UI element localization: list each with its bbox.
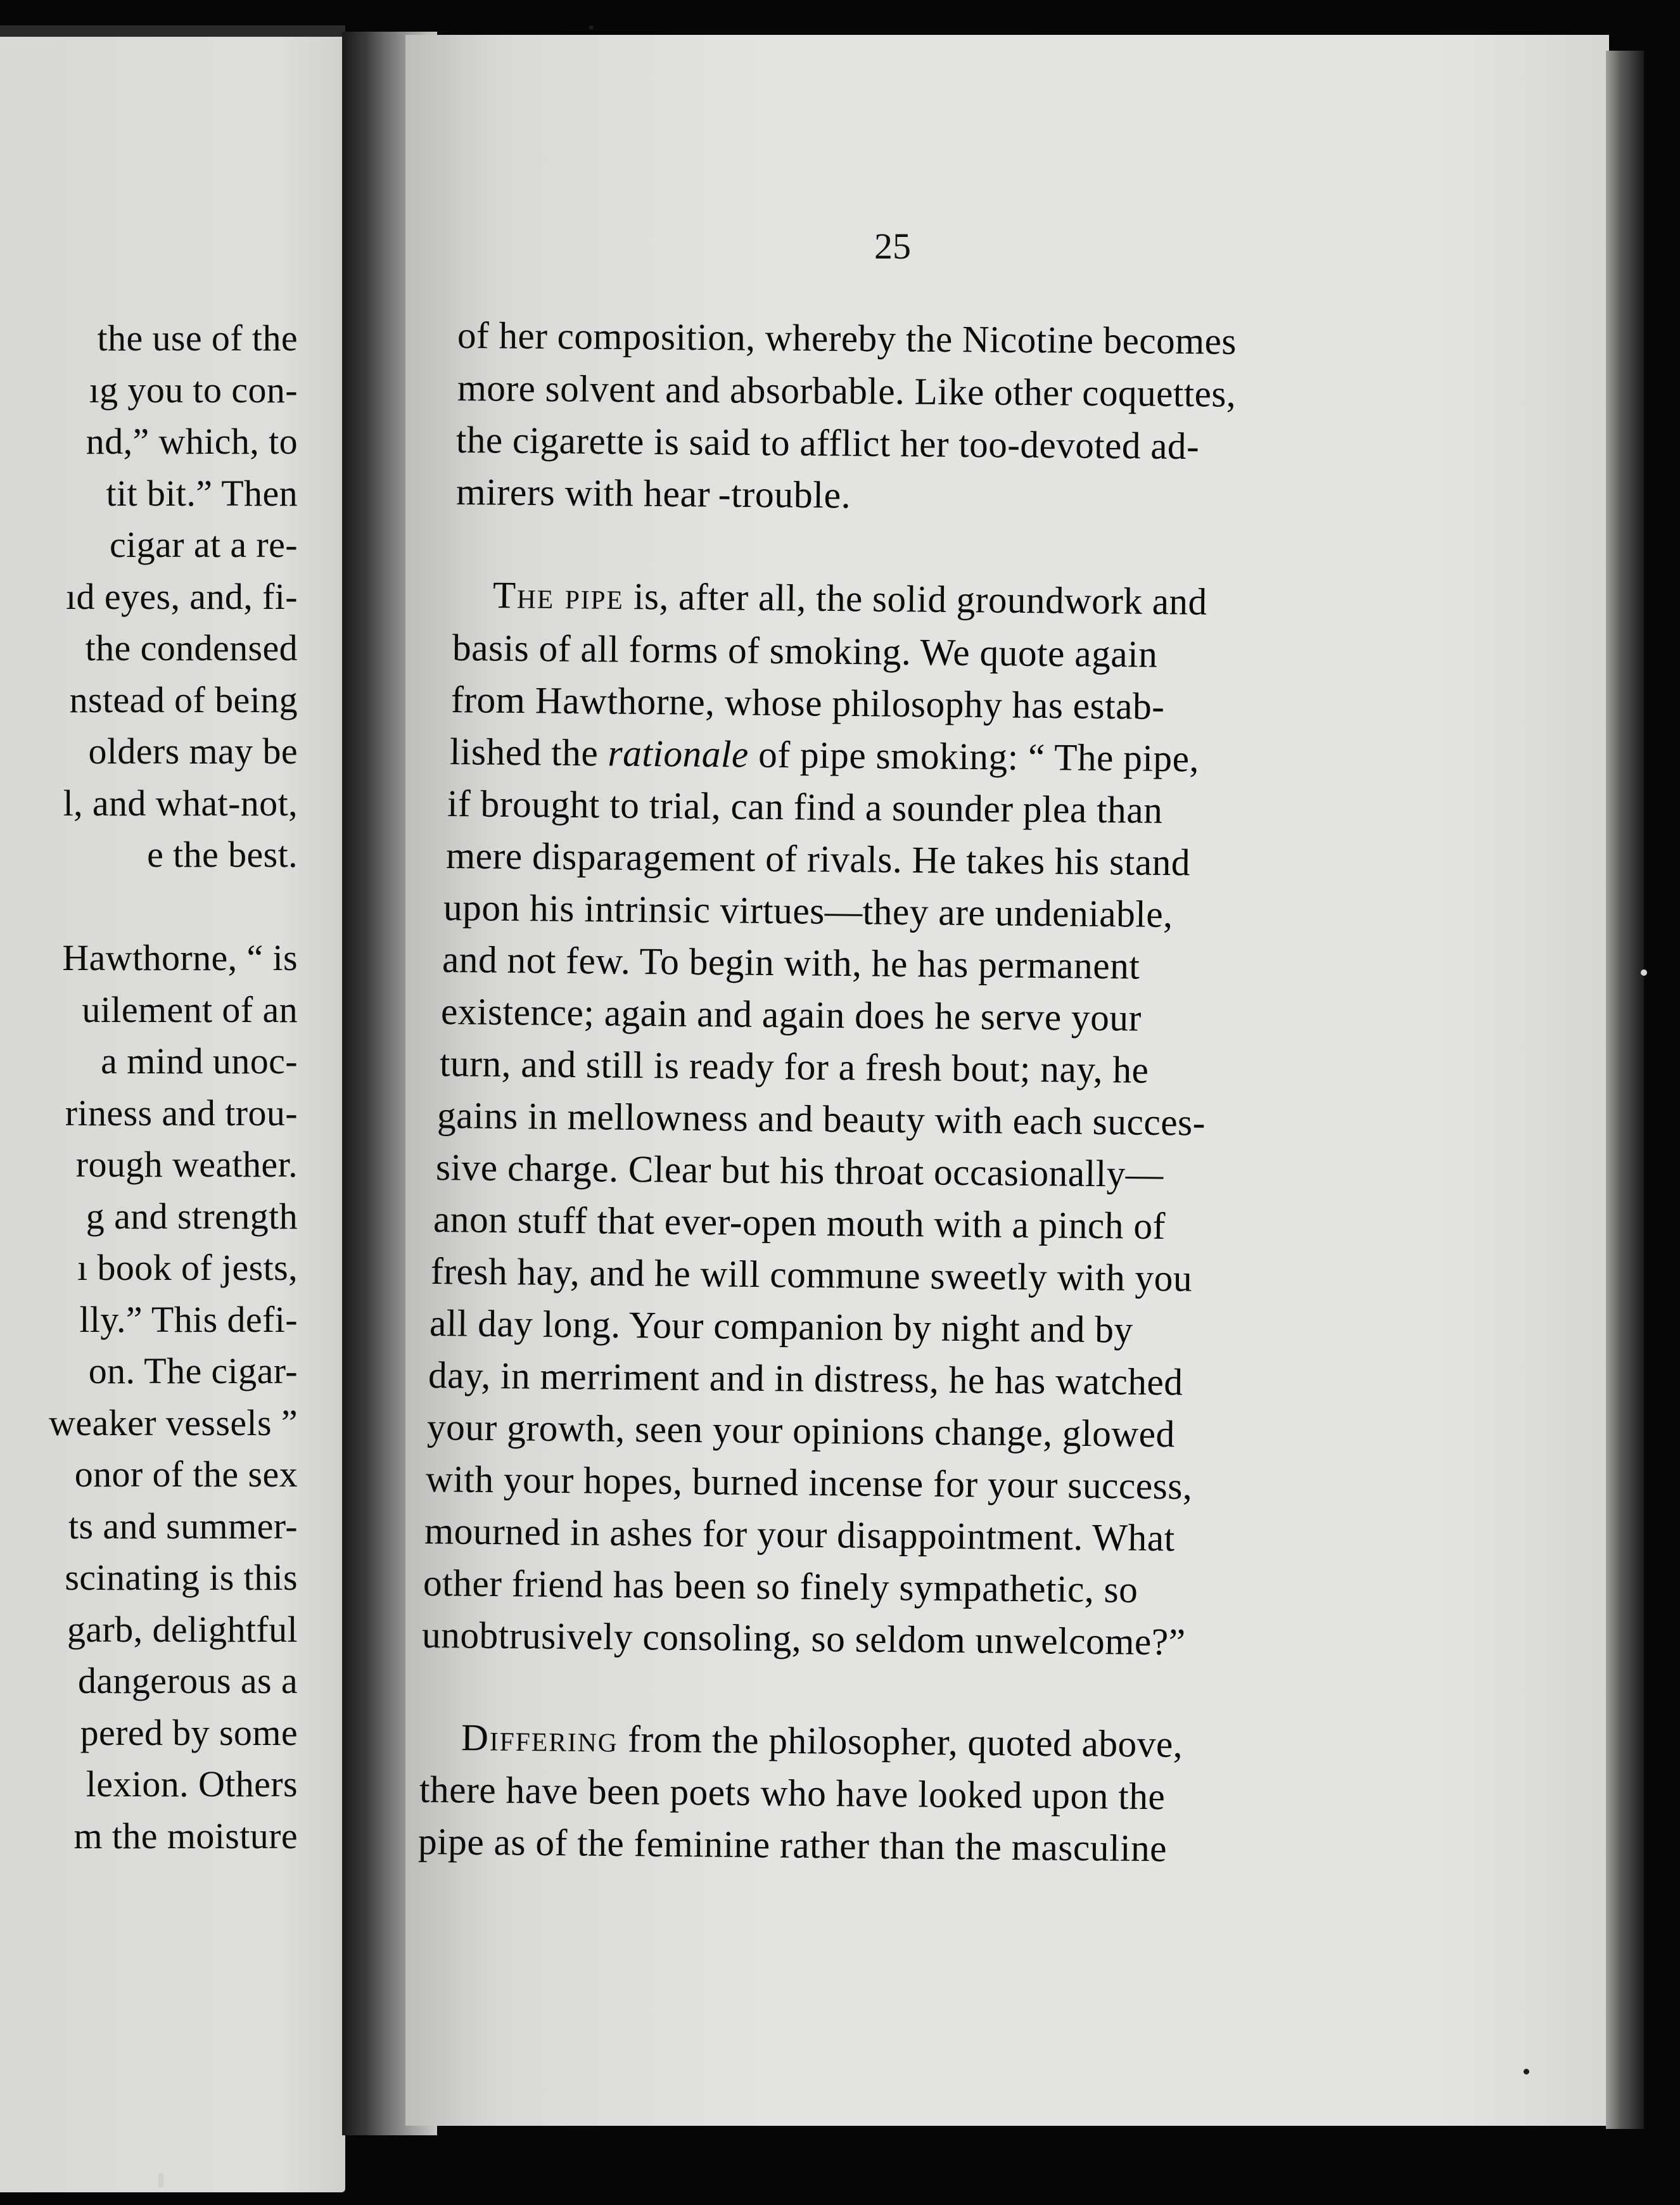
left-text-line: lexion. Others (86, 1763, 298, 1805)
text-line: more solvent and absorbable. Like other coquettes, (457, 367, 1237, 415)
left-text-line: m the moisture (73, 1815, 298, 1857)
text-line-differing-lead (461, 1716, 1183, 1767)
text-span: is, after all, the solid groundwork and (623, 575, 1207, 623)
left-text-line: nd,” which, to (86, 421, 298, 462)
text-span: from the philosopher, quoted above, (618, 1718, 1183, 1765)
left-text-line: the use of the (97, 317, 298, 359)
text-line: mere disparagement of rivals. He takes his stand (445, 834, 1191, 884)
text-line: upon his intrinsic virtues—they are undeniable, (443, 886, 1173, 936)
text-line: there have been poets who have looked upon the (419, 1768, 1166, 1818)
text-line: other friend has been so finely sympathetic, so (423, 1562, 1138, 1611)
left-text-line: ıg you to con- (89, 369, 298, 411)
text-line-rationale (450, 730, 1200, 781)
text-line: anon stuff that ever-open mouth with a pinch of (433, 1198, 1166, 1248)
left-text-line: ts and summer- (68, 1505, 298, 1547)
text-line: mourned in ashes for your disappointment. What (424, 1510, 1175, 1559)
text-line: fresh hay, and he will commune sweetly with you (430, 1250, 1193, 1300)
left-text-line: g and strength (86, 1195, 298, 1237)
left-text-line: Hawthorne, “ is (62, 937, 298, 978)
left-text-line: onor of the sex (74, 1454, 298, 1495)
page-number: 25 (874, 226, 911, 267)
left-text-line: ı book of jests, (77, 1247, 298, 1288)
scan-speck (1524, 2069, 1529, 2074)
left-text-line: olders may be (88, 731, 298, 772)
left-text-line: dangerous as a (77, 1660, 298, 1701)
text-line: unobtrusively consoling, so seldom unwelcome?” (421, 1614, 1186, 1663)
left-text-line: l, and what-not, (63, 782, 298, 824)
left-text-line: riness and trou- (65, 1092, 298, 1134)
small-caps-lead: The pipe (492, 574, 625, 617)
text-line: the cigarette is said to afflict her too-devoted ad- (455, 419, 1200, 468)
left-text-line: ıd eyes, and, fi- (66, 575, 298, 617)
text-line: sive charge. Clear but his throat occasionally— (435, 1146, 1164, 1196)
text-span: of pipe smoking: “ The pipe, (748, 733, 1200, 780)
text-line-pipe-lead (493, 573, 1207, 624)
left-text-line: on. The cigar- (88, 1350, 298, 1391)
text-line: pipe as of the feminine rather than the masculine (417, 1820, 1168, 1870)
left-text-line: cigar at a re- (110, 524, 298, 565)
left-text-line: the condensed (85, 627, 298, 668)
italic-word: rationale (608, 732, 749, 776)
small-caps-lead: Differing (461, 1716, 619, 1760)
text-line: if brought to trial, can find a sounder plea than (447, 783, 1163, 831)
text-line: day, in merriment and in distress, he has watched (428, 1354, 1183, 1403)
left-text-line: weaker vessels ” (49, 1402, 298, 1443)
left-text-line: rough weather. (75, 1144, 298, 1185)
scan-speck (1641, 969, 1647, 976)
text-line: turn, and still is ready for a fresh bout; nay, he (439, 1042, 1149, 1091)
left-text-line: e the best. (147, 834, 298, 875)
text-span: lished the (449, 731, 608, 774)
scan-speck (589, 25, 594, 30)
text-line: mirers with hear -trouble. (455, 471, 851, 516)
left-text-line: a mind unoc- (101, 1040, 298, 1082)
text-line: and not few. To begin with, he has permanent (442, 938, 1140, 987)
text-line: basis of all forms of smoking. We quote again (452, 627, 1158, 675)
text-line: gains in mellowness and beauty with each succes- (436, 1094, 1206, 1144)
left-text-line: nstead of being (69, 679, 298, 720)
text-line: existence; again and again does he serve your (440, 990, 1142, 1039)
text-line: of her composition, whereby the Nicotine becomes (457, 314, 1237, 362)
left-text-line: scinating is this (65, 1557, 298, 1598)
left-text-line: garb, delightful (67, 1608, 298, 1650)
left-text-line: tit bit.” Then (106, 472, 298, 514)
left-text-line: lly.” This defi- (79, 1298, 298, 1340)
left-text-line: uilement of an (82, 988, 298, 1030)
left-text-line: pered by some (80, 1711, 298, 1753)
scan-speck (158, 2173, 163, 2187)
text-line: all day long. Your companion by night and by (429, 1302, 1133, 1351)
text-line: your growth, seen your opinions change, glowed (426, 1406, 1176, 1455)
text-line: from Hawthorne, whose philosophy has estab- (450, 679, 1165, 727)
text-line: with your hopes, burned incense for your success, (425, 1458, 1193, 1507)
